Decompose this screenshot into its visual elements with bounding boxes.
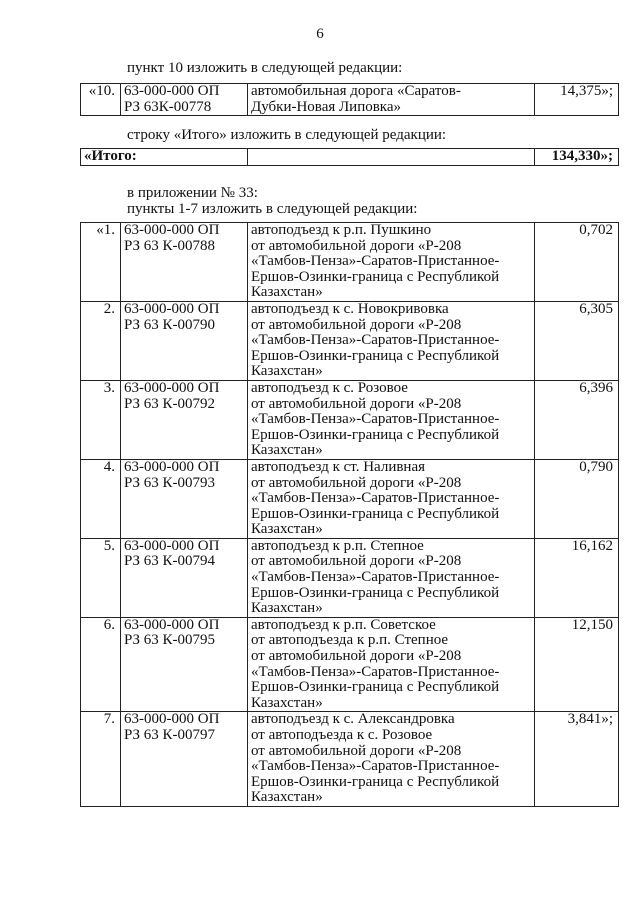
road-name-line: Ершов-Озинки-граница с Республикой	[251, 426, 500, 443]
intro-paragraph-10: пункт 10 изложить в следующей редакции:	[127, 60, 403, 76]
road-id-line: РЗ 63 К-00792	[124, 395, 216, 412]
road-name-line: от автомобильной дороги «Р-208	[251, 316, 462, 333]
road-name-line: Ершов-Озинки-граница с Республикой	[251, 347, 500, 364]
table-item-10	[80, 83, 619, 116]
road-name-cell	[248, 459, 535, 538]
road-length-value: 6,305	[535, 301, 619, 380]
road-name-line: автоподъезд к р.п. Степное	[251, 538, 424, 554]
road-name-line: Казахстан»	[251, 789, 323, 806]
road-name-line: автоподъезд к с. Розовое	[251, 380, 408, 396]
road-id-line: РЗ 63К-00778	[124, 98, 212, 115]
road-name-cell	[248, 301, 535, 380]
road-length-value: 0,702	[535, 223, 619, 302]
road-name-line: Ершов-Озинки-граница с Республикой	[251, 679, 500, 696]
road-id-line: РЗ 63 К-00788	[124, 237, 216, 254]
table-row	[81, 459, 619, 538]
road-length-value: 0,790	[535, 459, 619, 538]
road-name-line: от автоподъезда к с. Розовое	[251, 727, 433, 743]
road-id-line: 63-000-000 ОП	[124, 222, 220, 238]
table-row	[81, 223, 619, 302]
road-name-line: Ершов-Озинки-граница с Республикой	[251, 268, 500, 285]
row-number: 2.	[81, 301, 121, 380]
row-number: 4.	[81, 459, 121, 538]
road-id-line: 63-000-000 ОП	[124, 301, 220, 317]
intro-paragraph-total: строку «Итого» изложить в следующей редакции:	[127, 127, 447, 143]
road-name-cell	[248, 712, 535, 807]
road-length-value: 3,841»;	[535, 712, 619, 807]
road-id-line: 63-000-000 ОП	[124, 459, 220, 475]
road-id-cell	[121, 459, 248, 538]
road-name-line: от автомобильной дороги «Р-208	[251, 553, 462, 570]
road-id-line: 63-000-000 ОП	[124, 83, 220, 99]
road-name-line: «Тамбов-Пенза»-Саратов-Пристанное-	[251, 490, 500, 507]
road-name-line: Дубки-Новая Липовка»	[251, 98, 402, 115]
row-number: 6.	[81, 617, 121, 712]
road-name-cell	[248, 538, 535, 617]
road-name-cell	[248, 223, 535, 302]
page-number: 6	[316, 26, 324, 42]
road-name-line: Казахстан»	[251, 284, 323, 301]
table-total	[80, 148, 619, 166]
road-id-cell	[121, 223, 248, 302]
road-length-value: 14,375»;	[535, 84, 619, 116]
road-name-line: Ершов-Озинки-граница с Республикой	[251, 584, 500, 601]
table-row	[81, 617, 619, 712]
road-name-line: автомобильная дорога «Саратов-	[251, 83, 461, 99]
table-row	[81, 538, 619, 617]
road-name-line: автоподъезд к с. Александровка	[251, 711, 455, 728]
row-number: 7.	[81, 712, 121, 807]
road-id-line: РЗ 63 К-00797	[124, 727, 216, 743]
road-id-cell	[121, 380, 248, 459]
total-empty-cell	[248, 149, 535, 166]
road-name-line: от автомобильной дороги «Р-208	[251, 237, 462, 254]
table-row	[81, 712, 619, 807]
road-name-line: «Тамбов-Пенза»-Саратов-Пристанное-	[251, 663, 500, 680]
road-id-line: РЗ 63 К-00793	[124, 474, 216, 491]
row-number: 5.	[81, 538, 121, 617]
road-name-line: от автомобильной дороги «Р-208	[251, 742, 462, 759]
road-name-line: «Тамбов-Пенза»-Саратов-Пристанное-	[251, 569, 500, 586]
road-name-cell	[248, 84, 535, 116]
row-number: «10.	[81, 84, 121, 116]
road-name-line: «Тамбов-Пенза»-Саратов-Пристанное-	[251, 758, 500, 775]
total-row	[81, 149, 619, 166]
table-row	[81, 301, 619, 380]
road-id-cell	[121, 538, 248, 617]
appendix-line: в приложении № 33:	[127, 185, 258, 201]
road-name-line: Казахстан»	[251, 363, 323, 380]
table-appendix-33	[80, 222, 619, 807]
road-id-cell	[121, 617, 248, 712]
road-name-line: «Тамбов-Пенза»-Саратов-Пристанное-	[251, 253, 500, 270]
road-name-line: автоподъезд к р.п. Пушкино	[251, 222, 432, 238]
road-name-line: Ершов-Озинки-граница с Республикой	[251, 773, 500, 790]
road-name-line: Казахстан»	[251, 442, 323, 459]
road-length-value: 6,396	[535, 380, 619, 459]
road-id-cell	[121, 84, 248, 116]
intro-appendix-33	[127, 185, 417, 217]
road-name-line: от автоподъезда к р.п. Степное	[251, 632, 449, 649]
road-id-line: РЗ 63 К-00790	[124, 316, 216, 333]
appendix-line: пункты 1-7 изложить в следующей редакции:	[127, 201, 418, 217]
road-id-line: РЗ 63 К-00794	[124, 553, 216, 570]
table-row	[81, 380, 619, 459]
road-name-cell	[248, 617, 535, 712]
road-id-line: 63-000-000 ОП	[124, 538, 220, 554]
road-name-line: Ершов-Озинки-граница с Республикой	[251, 505, 500, 522]
road-name-line: «Тамбов-Пенза»-Саратов-Пристанное-	[251, 332, 500, 349]
total-value: 134,330»;	[535, 149, 619, 166]
row-number: 3.	[81, 380, 121, 459]
road-name-line: автоподъезд к ст. Наливная	[251, 459, 426, 475]
road-name-line: от автомобильной дороги «Р-208	[251, 395, 462, 412]
road-id-line: 63-000-000 ОП	[124, 380, 220, 396]
road-name-line: Казахстан»	[251, 521, 323, 538]
road-id-line: РЗ 63 К-00795	[124, 632, 216, 649]
road-name-line: Казахстан»	[251, 694, 323, 711]
road-length-value: 12,150	[535, 617, 619, 712]
road-name-line: «Тамбов-Пенза»-Саратов-Пристанное-	[251, 411, 500, 428]
road-id-line: 63-000-000 ОП	[124, 711, 220, 728]
road-name-cell	[248, 380, 535, 459]
road-name-line: Казахстан»	[251, 600, 323, 617]
road-length-value: 16,162	[535, 538, 619, 617]
road-name-line: автоподъезд к с. Новокривовка	[251, 301, 449, 317]
total-label: «Итого:	[81, 149, 248, 166]
road-id-cell	[121, 712, 248, 807]
row-number: «1.	[81, 223, 121, 302]
road-id-line: 63-000-000 ОП	[124, 617, 220, 633]
table-row	[81, 84, 619, 116]
road-name-line: от автомобильной дороги «Р-208	[251, 474, 462, 491]
road-name-line: автоподъезд к р.п. Советское	[251, 617, 436, 633]
road-id-cell	[121, 301, 248, 380]
road-name-line: от автомобильной дороги «Р-208	[251, 648, 462, 665]
